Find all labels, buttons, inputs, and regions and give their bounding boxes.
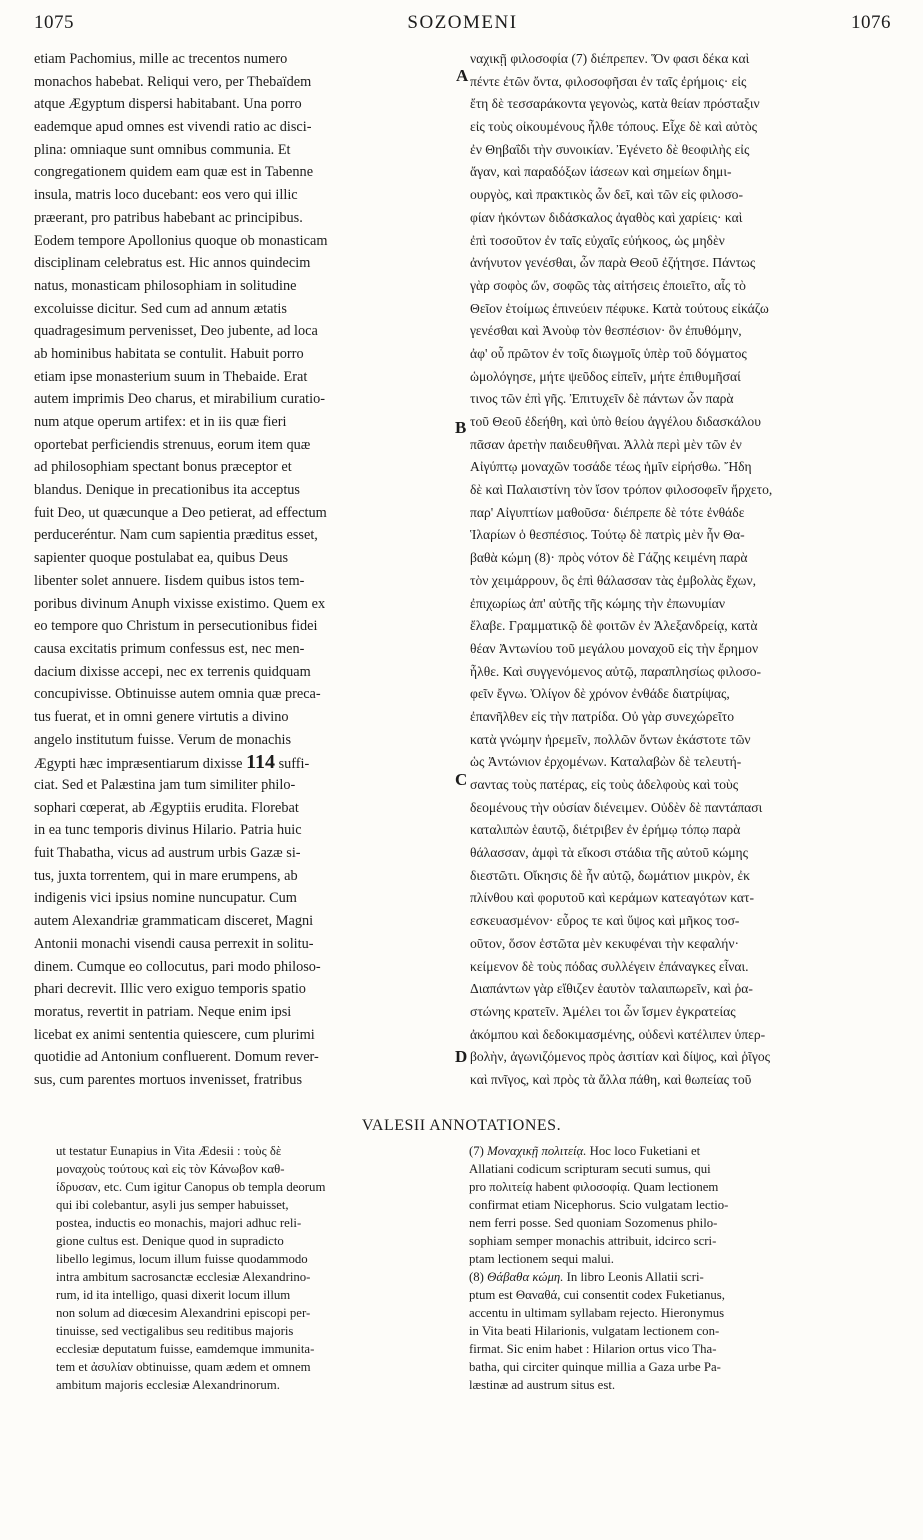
note-8-line: accentu in ultimam syllabam rejecto. Hieronymus — [469, 1306, 725, 1320]
greek-text-line: ὡς Ἀντώνιον ἐρχομένων. Καταλαβὼν δὲ τελευτή- — [470, 754, 742, 770]
latin-text-line: quotidie ad Antonium confluerent. Domum rever- — [34, 1049, 319, 1066]
latin-text-line: indigenis vici ipsius nomine nuncupatur. Cum — [34, 890, 297, 907]
note-7-label: (7) — [469, 1144, 484, 1158]
latin-text-line: dacium dixisse accepi, nec ex terrenis quidquam — [34, 663, 311, 680]
greek-text-line: γενέσθαι καὶ Ἀνοὺφ τὸν θεσπέσιον· ὃν ἐπυθόμην, — [470, 323, 742, 339]
annotation-line: ambitum majoris ecclesiæ Alexandrinorum. — [56, 1378, 280, 1392]
latin-text-line: etiam ipse monasterium suum in Thebaide. Erat — [34, 368, 308, 385]
latin-text-line: excoluisse dicitur. Sed cum ad annum ætatis — [34, 300, 287, 317]
annotation-line: tinuisse, sed vectigalibus seu reditibus majoris — [56, 1324, 294, 1338]
greek-text-column — [470, 48, 895, 1087]
annotation-line: non solum ad diœcesim Alexandrini episcopi per- — [56, 1306, 311, 1320]
latin-text-line: blandus. Denique in precationibus ita acceptus — [34, 482, 301, 499]
greek-text-line: πᾶσαν ἀρετὴν παιδευθῆναι. Ἀλλὰ περὶ μὲν τῶν ἐν — [470, 436, 742, 452]
latin-text-line: libenter solet annuere. Iisdem quibus istos tem- — [34, 572, 305, 589]
latin-text-line: tus fuerat, et in omni genere virtutis a divino — [34, 708, 289, 725]
note-8-line: ptum est Θαναθά, cui consentit codex Fuketianus, — [469, 1288, 725, 1302]
annotation-line: postea, inductis eo monachis, majori adhuc reli- — [56, 1216, 302, 1230]
annotation-line: ecclesiæ deputatum fuisse, eamdemque immunita- — [56, 1342, 315, 1356]
latin-text-line-start: Ægypti hæc impræsentiarum dixisse — [34, 756, 243, 773]
greek-text-line: Θεῖον ἑτοίμως ἐπινεύειν πέφυκε. Κατὰ τούτους εἰκάζω — [470, 300, 769, 316]
annotation-line: tem et ἀσυλίαν obtinuisse, quam ædem et omnem — [56, 1360, 311, 1374]
greek-text-line: τὸν χειμάρρουν, ὃς ἐπὶ θάλασσαν τὰς ἐμβολὰς ἔχων, — [470, 572, 757, 588]
note-8-body — [469, 1286, 892, 1394]
note-7-line: nem ferri posse. Sed quoniam Sozomenus philo- — [469, 1216, 718, 1230]
section-marker-d: D — [455, 1047, 468, 1066]
note-7-line: Allatiani codicum scripturam secuti sumus, qui — [469, 1162, 711, 1176]
greek-text-line: ἐν Θηβαΐδι τὴν συνοικίαν. Ἐγένετο δὲ θεοφιλὴς εἰς — [470, 141, 750, 157]
greek-text-line: ναχικῇ φιλοσοφία (7) διέπρεπεν. Ὅν φασι δέκα καὶ — [470, 51, 750, 66]
note-8-line: læstinæ ad austrum situs est. — [469, 1378, 616, 1392]
note-8-lemma: Θάβαθα κώμη. — [487, 1270, 564, 1284]
greek-text-line: θέαν Ἀντωνίου τοῦ μεγάλου μοναχοῦ εἰς τὴν ἔρημον — [470, 640, 759, 656]
greek-text-line: ἐπανῆλθεν εἰς τὴν πατρίδα. Οὐ γὰρ συνεχώρεῖτο — [470, 708, 735, 724]
note-7-body — [469, 1160, 892, 1268]
greek-text-line: θάλασσαν, ἀμφὶ τὰ εἴκοσι στάδια τῆς αὐτοῦ κώμης — [470, 845, 749, 861]
greek-text-line: βαθὰ κώμη (8)· πρὸς νότον δὲ Γάζης κειμένη παρὰ — [470, 550, 748, 566]
latin-text-line: fuit Thabatha, vicus ad austrum urbis Gazæ si- — [34, 845, 301, 862]
note-7-line: pro πολιτείᾳ habent φιλοσοφίᾳ. Quam lectionem — [469, 1180, 719, 1194]
latin-text-line: sapienter quoque postulabat ea, quibus Deus — [34, 550, 289, 567]
latin-text-line: autem imprimis Deo charus, et mirabilium curatio- — [34, 391, 326, 408]
latin-text-line: plina: omniaque sunt omnibus communia. Et — [34, 141, 291, 158]
greek-text-line: ἐπιχωρίως ἀπ' αὐτῆς τῆς κώμης τὴν ἐπωνυμίαν — [470, 595, 726, 611]
page-number-left: 1075 — [34, 12, 74, 33]
latin-text-line: præerant, pro patribus habebant ac principibus. — [34, 209, 303, 226]
note-8-line: in Vita beati Hilarionis, vulgatam lectionem con- — [469, 1324, 720, 1338]
greek-text-line: ἐπὶ τοσοῦτον ἐν ταῖς εὐχαῖς εὐήκοος, ὡς μηδὲν — [470, 232, 725, 248]
latin-text-line: ciat. Sed et Palæstina jam tum similiter philo- — [34, 777, 296, 793]
annotations-heading: VALESII ANNOTATIONES. — [361, 1117, 562, 1134]
latin-text-line: insula, matris loco ducebant: eos vero qui illic — [34, 187, 298, 204]
note-7-lemma: Μοναχικῇ πολιτείᾳ. — [487, 1144, 587, 1158]
latin-text-line: poribus divinum Anuph vixisse existimo. Quem ex — [34, 595, 326, 612]
greek-text-line: οῦτον, ὅσον ἑστῶτα μὲν κεκυφέναι τὴν κεφαλήν· — [470, 935, 740, 951]
greek-text-line: ἔτη δὲ τεσσαράκοντα γεγονὼς, κατὰ θείαν πρόσταξιν — [470, 96, 760, 112]
greek-text-line: δεομένους τὴν οὐσίαν διένειμεν. Οὐδὲν δὲ παντάπασι — [470, 799, 763, 815]
latin-text-line: sophari cœperat, ab Ægyptiis erudita. Florebat — [34, 799, 299, 816]
latin-text-line: sus, cum parentes mortuos invenisset, fratribus — [34, 1071, 303, 1088]
latin-text-line: eademque apud omnes est vivendi ratio ac disci- — [34, 119, 312, 136]
latin-text-line: eo tempore quo Christum in persecutionibus fidei — [34, 618, 318, 635]
greek-text-line: βολὴν, ἀγωνιζόμενος πρὸς ἀσιτίαν καὶ δίψος, καὶ ῥῖγος — [470, 1049, 771, 1065]
greek-text-line: κατὰ γνώμην ἠρεμεῖν, πολλῶν ὄντων ἑκάστοτε τῶν — [470, 731, 751, 747]
greek-text-line: Ἱλαρίων ὁ θεσπέσιος. Τούτῳ δὲ πατρὶς μὲν ἦν Θα- — [470, 527, 745, 543]
latin-text-line: concupivisse. Obtinuisse autem omnia quæ preca- — [34, 686, 321, 703]
annotation-line: ίδρυσαν, etc. Cum igitur Canopus ob templa deorum — [56, 1180, 326, 1194]
greek-text-line: τινος τῶν ἐπὶ γῆς. Ἐπιτυχεῖν δὲ πάντων ὧν παρὰ — [470, 391, 734, 407]
section-marker-c: C — [455, 770, 468, 789]
greek-text-line: τοῦ Θεοῦ ἐδεήθη, καὶ ὑπὸ θείου ἀγγέλου διδασκάλου — [470, 414, 761, 429]
greek-text-line: δὲ καὶ Παλαιστίνη τὸν ἴσον τρόπον φιλοσοφεῖν ἤρχετο, — [470, 482, 773, 498]
note-7-line: ptam lectionem sequi malui. — [469, 1252, 614, 1266]
note-8-heading — [469, 1268, 892, 1286]
latin-text-line: ad philosophiam spectant bonus præceptor et — [34, 459, 292, 476]
annotation-line: qui ibi colebantur, asyli jus semper habuisset, — [56, 1198, 289, 1212]
latin-text-line: causa excitatis primum confessus est, nec men- — [34, 640, 305, 657]
annotation-line: μοναχοὺς τούτους καὶ εἰς τὸν Κάνωβον καθ- — [56, 1162, 285, 1176]
section-marker-b: B — [455, 418, 467, 437]
annotation-line: ut testatur Eunapius in Vita Ædesii : τοὺς δὲ — [56, 1144, 282, 1158]
latin-text-line: phari decrevit. Illic vero exiguo temporis spatio — [34, 981, 306, 998]
latin-text-line: autem Alexandriæ grammaticam disceret, Magni — [34, 913, 314, 930]
greek-text-line: εσκευασμένον· εὖρος τε καὶ ὕψος καὶ μῆκος τοσ- — [470, 913, 740, 929]
annotations-right-column — [469, 1142, 892, 1462]
latin-text-line: tus, juxta torrentem, qui in mare erumpens, ab — [34, 867, 298, 884]
note-8-line: batha, qui circiter quinque millia a Gaza urbe Pa- — [469, 1360, 721, 1374]
greek-text-line: παρ' Αἰγυπτίων μαθοῦσα· διέπρεπε δὲ τότε ἐνθάδε — [470, 504, 745, 520]
greek-text-line: ἄγαν, καὶ παραδόξων ἰάσεων καὶ σημείων δημι- — [470, 164, 732, 180]
greek-text-line: καταλιπὼν ἑαυτῷ, διέτριβεν ἐν ἐρήμῳ τόπῳ παρὰ — [470, 822, 741, 838]
latin-text-line: natus, monasticam philosophiam in solitudine — [34, 277, 297, 294]
latin-text-line: Eodem tempore Apollonius quoque ob monasticam — [34, 232, 328, 249]
note-8-label: (8) — [469, 1270, 484, 1284]
latin-text-line: congregationem quidem eam quæ est in Tabenne — [34, 164, 314, 181]
annotation-line: rum, id ita intelligo, quasi dixerit locum illum — [56, 1288, 291, 1302]
note-8-line: firmat. Sic enim habet : Hilarion ortus vico Tha- — [469, 1342, 717, 1356]
latin-text-line-end: suffi- — [278, 756, 310, 773]
greek-text-line: ουργὸς, καὶ πρακτικὸς ὧν δεῖ, καὶ τῶν εἰς φιλοσο- — [470, 187, 743, 203]
latin-text-line: moratus, revertit in patriam. Neque enim ipsi — [34, 1003, 292, 1020]
note-8-first-line: In libro Leonis Allatii scri- — [566, 1270, 704, 1284]
greek-text-line: διεστῶτι. Οἴκησις δὲ ἦν αὐτῷ, δωμάτιον μικρὸν, ἐκ — [470, 867, 750, 883]
latin-text-line: oportebat perficiendis strenuus, eorum item quæ — [34, 436, 311, 453]
greek-text-line: σαντας τοὺς πατέρας, εἰς τοὺς ἀδελφοὺς καὶ τοὺς — [470, 777, 739, 792]
annotation-line: intra ambitum sacrosanctæ ecclesiæ Alexandrino- — [56, 1270, 311, 1284]
greek-text-line: ἔλαβε. Γραμματικῷ δὲ φοιτῶν ἐν Ἀλεξανδρείᾳ, κατὰ — [470, 618, 758, 634]
latin-text-line: atque Ægyptum dispersi habitabant. Una porro — [34, 96, 302, 113]
latin-text-column — [34, 48, 454, 1088]
latin-text-line: disciplinam celebratus est. Hic annos quindecim — [34, 255, 311, 272]
note-7-heading — [469, 1142, 892, 1160]
greek-text-line: ἀνήνυτον γενέσθαι, ὧν παρὰ Θεοῦ ἐζήτησε. Πάντως — [470, 255, 756, 271]
section-marker-a: A — [456, 66, 469, 85]
latin-text-line: quadragesimum pervenisset, Deo jubente, ad loca — [34, 323, 318, 340]
annotation-line: gione cultus est. Denique quod in supradicto — [56, 1234, 284, 1248]
latin-text-line: perduceréntur. Nam cum sapientia præditus esset, — [34, 527, 318, 544]
greek-text-line: Αἰγύπτῳ μοναχῶν τοσάδε τέως ἡμῖν εἰρήσθω. Ἤδη — [470, 459, 752, 475]
latin-text-line: Antonii monachi visendi causa perrexit in solitu- — [34, 935, 314, 952]
running-title: SOZOMENI — [407, 12, 518, 33]
page-header — [34, 12, 891, 38]
margin-folio-number: 114 — [246, 751, 275, 774]
note-7-line: sophiam semper monachis attribuit, idcirco scri- — [469, 1234, 717, 1248]
note-7-first-line: Hoc loco Fuketiani et — [589, 1144, 701, 1158]
greek-text-line: καὶ πνῖγος, καὶ πρὸς τὰ ἄλλα πάθη, καὶ θωπείας τοῦ — [470, 1071, 752, 1087]
greek-text-line: ἀκόμπου καὶ δεδοκιμασμένης, οὐδενὶ κατέλιπεν ὑπερ- — [470, 1026, 766, 1042]
annotations-left-column — [56, 1142, 456, 1462]
greek-text-line: Διαπάντων γὰρ εἴθιζεν ἑαυτὸν ταλαιπωρεῖν, καὶ ῥα- — [470, 981, 753, 997]
latin-text-line: licebat ex animi sententia quiescere, cum plurimi — [34, 1026, 315, 1043]
greek-text-line: γὰρ σοφὸς ὤν, σοφῶς τὰς αἰτήσεις ἐποιεῖτο, αἷς τὸ — [470, 277, 746, 293]
greek-text-line: εἰς τοὺς οἰκουμένους ἦλθε τόπους. Εἶχε δὲ καὶ αὐτὸς — [470, 119, 758, 135]
latin-text-line: monachos habebat. Reliqui vero, per Thebaïdem — [34, 73, 312, 90]
latin-text-line: dinem. Cumque eo collocutus, pari modo philoso- — [34, 958, 321, 975]
note-7-line: confirmat etiam Nicephorus. Scio vulgatam lectio- — [469, 1198, 729, 1212]
latin-text-line: angelo institutum fuisse. Verum de monachis — [34, 731, 292, 748]
latin-text-line — [34, 751, 454, 774]
latin-text-line: num atque operum artifex: et in iis quæ fieri — [34, 414, 287, 430]
greek-text-line: κείμενον δὲ τοὺς πόδας συλλέγειν ἐπάναγκες εἶναι. — [470, 958, 749, 974]
greek-text-line: ὡμολόγησε, μήτε ψεῦδος εἰπεῖν, μήτε ἐπιθυμῆσαί — [470, 368, 741, 384]
page-number-right: 1076 — [851, 12, 891, 33]
latin-text-line: in ea tunc temporis divinus Hilario. Patria huic — [34, 822, 302, 839]
greek-text-line: φεῖν ἔγνω. Ὀλίγον δὲ χρόνον ἐνθάδε διατρίψας, — [470, 686, 730, 702]
greek-text-line: πλίνθου καὶ φορυτοῦ καὶ κεράμων κατεαγότων κατ- — [470, 890, 755, 906]
greek-text-line: φίαν ἡκόντων διδάσκαλος ἀγαθὸς καὶ χαρίεις· καὶ — [470, 209, 743, 225]
latin-text-line: fuit Deo, ut quæcunque a Deo petierat, ad effectum — [34, 504, 327, 521]
greek-text-line: ἀφ' οὗ πρῶτον ἐν τοῖς διωγμοῖς ὑπὲρ τοῦ δόγματος — [470, 345, 747, 361]
greek-text-line: ἦλθε. Καὶ συγγενόμενος αὐτῷ, παραπλησίως φιλοσο- — [470, 663, 762, 679]
latin-text-line: etiam Pachomius, mille ac trecentos numero — [34, 51, 288, 67]
greek-text-line: πέντε ἐτῶν ὄντα, φιλοσοφῆσαι ἐν ταῖς ἐρήμοις· εἰς — [470, 73, 747, 89]
annotation-line: libello legimus, locum illum fuisse quodammodo — [56, 1252, 308, 1266]
latin-text-line: ab hominibus habitata se contulit. Habuit porro — [34, 345, 304, 362]
greek-text-line: στώνης κρατεῖν. Ἀμέλει τοι ὧν ἴσμεν ἐγκρατείας — [470, 1003, 736, 1019]
